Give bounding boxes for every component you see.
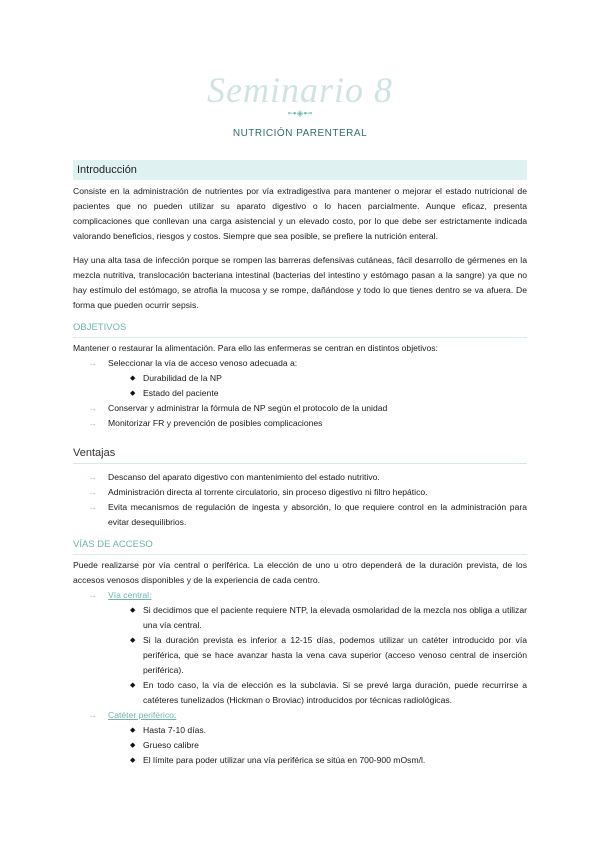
list-item: ◆ Estado del paciente xyxy=(73,386,527,401)
list-item: → Evita mecanismos de regulación de ingesta y absorción, lo que requiere control en la administración para evitar desequilibrios. xyxy=(88,502,527,527)
section-heading-objetivos: OBJETIVOS xyxy=(73,321,527,338)
list-item: → Conservar y administrar la fórmula de NP según el protocolo de la unidad xyxy=(73,401,527,416)
section-heading-introduccion: Introducción xyxy=(73,160,527,180)
arrow-bullet-icon: → xyxy=(88,403,97,413)
list-item: ◆ El límite para poder utilizar una vía periférica se sitúa en 700-900 mOsm/l. xyxy=(73,753,527,768)
arrow-bullet-icon: → xyxy=(88,487,97,497)
arrow-bullet-icon: → xyxy=(88,710,97,720)
diamond-bullet-icon: ◆ xyxy=(130,637,136,644)
arrow-bullet-icon: → xyxy=(88,358,97,368)
list-item: ◆ Hasta 7-10 días. xyxy=(73,723,527,738)
list-item: ◆ Si decidimos que el paciente requiere NTP, la elevada osmolaridad de la mezcla nos obliga a utilizar una vía central. xyxy=(130,605,527,630)
vias-list xyxy=(73,588,527,768)
page-title: Seminario 8 xyxy=(207,70,393,110)
diamond-bullet-icon: ◆ xyxy=(130,757,136,764)
cateter-periferico-label: Catéter periférico: xyxy=(108,710,177,720)
list-item: ◆ Durabilidad de la NP xyxy=(73,371,527,386)
objetivos-lead: Mantener o restaurar la alimentación. Para ello las enfermeras se centran en distintos objetivos: xyxy=(73,343,438,353)
vias-lead: Puede realizarse por vía central o periférica. La elección de uno u otro dependerá de la duración prevista, de los accesos venosos disponibles y de la experiencia de cada centro. xyxy=(73,560,527,585)
section-heading-ventajas: Ventajas xyxy=(73,445,527,464)
diamond-bullet-icon: ◆ xyxy=(130,607,136,614)
list-item xyxy=(73,588,527,603)
diamond-bullet-icon: ◆ xyxy=(130,742,136,749)
diamond-bullet-icon: ◆ xyxy=(130,682,136,689)
page-subtitle: NUTRICIÓN PARENTERAL xyxy=(232,128,368,139)
ventajas-list xyxy=(73,470,527,530)
title-ornament: ⊶◈⊷ xyxy=(287,109,313,119)
list-item xyxy=(73,708,527,723)
intro-paragraph-1: Consiste en la administración de nutrientes por vía extradigestiva para mantener o mejorar el estado nutricional de pacientes que no pueden utilizar su aparato digestivo o lo hacen parcialmente. Aunque eficaz, presenta complicaciones que conllevan una carga asistencial y un elevado costo, por lo que debe ser estrictamente indicada valorando beneficios, riesgos y costos. Siempre que sea posible, se prefiere la nutrición enteral. xyxy=(73,186,527,241)
list-item: → Administración directa al torrente circulatorio, sin proceso digestivo ni filtro hepático. xyxy=(73,485,527,500)
arrow-bullet-icon: → xyxy=(88,418,97,428)
via-central-label: Vía central: xyxy=(108,590,152,600)
main-content xyxy=(73,160,527,768)
diamond-bullet-icon: ◆ xyxy=(130,390,136,397)
list-item: → Seleccionar la vía de acceso venoso adecuada a: xyxy=(73,356,527,371)
title-block xyxy=(0,70,600,139)
list-item: → Monitorizar FR y prevención de posibles complicaciones xyxy=(73,416,527,431)
objetivos-list xyxy=(73,356,527,431)
arrow-bullet-icon: → xyxy=(88,472,97,482)
list-item: → Descanso del aparato digestivo con mantenimiento del estado nutritivo. xyxy=(73,470,527,485)
list-item: ◆ En todo caso, la vía de elección es la subclavia. Si se prevé larga duración, puede recurrirse a catéteres tunelizados (Hickman o Broviac) introducidos por técnicas radiológicas. xyxy=(130,680,527,705)
diamond-bullet-icon: ◆ xyxy=(130,375,136,382)
list-item: ◆ Si la duración prevista es inferior a 12-15 días, podemos utilizar un catéter introducido por vía periférica, que se hace avanzar hasta la vena cava superior (acceso venoso central de inserción periférica). xyxy=(130,635,527,675)
arrow-bullet-icon: → xyxy=(88,590,97,600)
diamond-bullet-icon: ◆ xyxy=(130,727,136,734)
section-heading-vias-de-acceso: VÍAS DE ACCESO xyxy=(73,538,527,555)
arrow-bullet-icon: → xyxy=(88,502,97,512)
list-item: ◆ Grueso calibre xyxy=(73,738,527,753)
intro-paragraph-2: Hay una alta tasa de infección porque se rompen las barreras defensivas cutáneas, fácil desarrollo de gérmenes en la mezcla nutritiva, translocación bacteriana intestinal (bacterias del intestino y estómago pasan a la sangre) ya que no hay estímulo del estómago, se atrofia la mucosa y se rompe, dañándose y todo lo que tienes dentro se va afuera. De forma que pueden ocurrir sepsis. xyxy=(73,255,527,310)
